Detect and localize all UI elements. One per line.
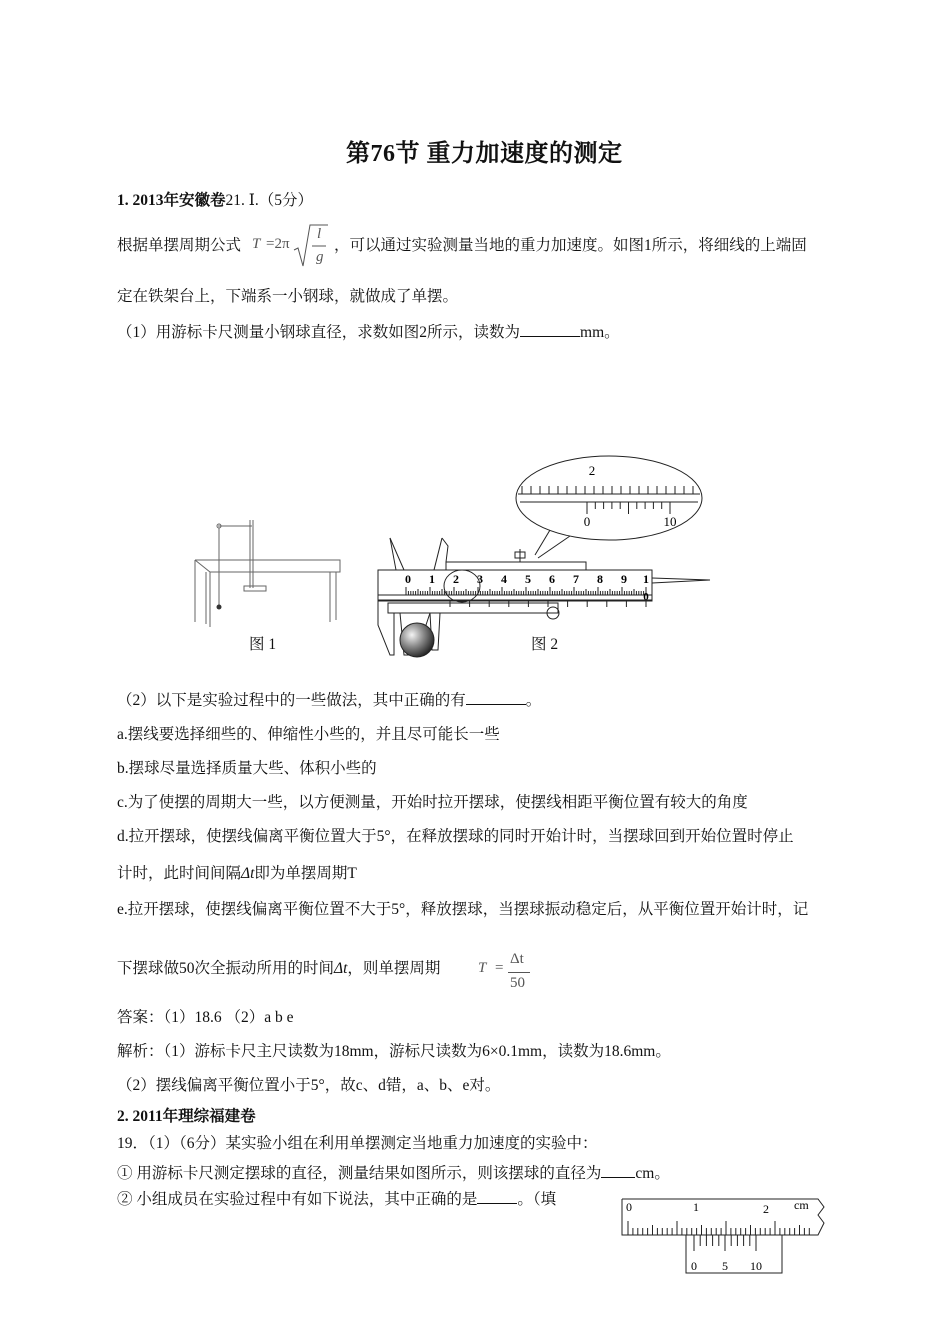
q2-main-label-2: 2 bbox=[763, 1202, 769, 1216]
formula-g: g bbox=[316, 249, 324, 265]
main-tick-6: 6 bbox=[549, 572, 555, 586]
question-2-line3 bbox=[117, 1189, 556, 1210]
question-1-number: 21. Ⅰ.（5分） bbox=[225, 192, 314, 209]
part-2-blank bbox=[466, 690, 526, 705]
option-d-line1: d.拉开摆球，使摆线偏离平衡位置大于5°，在释放摆球的同时开始计时，当摆球回到开始位置时停止 bbox=[117, 828, 794, 845]
option-c: c.为了使摆的周期大一些，以方便测量，开始时拉开摆球，使摆线相距平衡位置有较大的角度 bbox=[117, 794, 748, 811]
option-d-text: 计时，此时间间隔 bbox=[117, 865, 242, 882]
figure-2-label: 图 2 bbox=[531, 636, 559, 653]
part-2-end: 。 bbox=[525, 692, 542, 709]
formula-T: T bbox=[252, 236, 261, 252]
zoom-bottom-label-10: 10 bbox=[663, 514, 677, 529]
intro-text-b: ，可以通过实验测量当地的重力加速度。如图1所示，将细线的上端固 bbox=[334, 237, 807, 254]
intro-text-a: 根据单摆周期公式 bbox=[117, 237, 242, 254]
zoom-top-label: 2 bbox=[588, 463, 596, 478]
q2-line2-text: ① 用游标卡尺测定摆球的直径，测量结果如图所示，则该摆球的直径为 bbox=[117, 1165, 602, 1182]
analysis-1: 解析：（1）游标卡尺主尺读数为18mm，游标尺读数为6×0.1mm，读数为18.6mm。 bbox=[117, 1043, 671, 1060]
main-tick-2: 2 bbox=[453, 572, 459, 586]
q2-vernier-label-10: 10 bbox=[750, 1259, 762, 1273]
q2-main-label-0: 0 bbox=[626, 1200, 632, 1214]
part-2 bbox=[117, 690, 541, 711]
intro-text-c: 定在铁架台上，下端系一小钢球，就做成了单摆。 bbox=[117, 288, 459, 305]
answer: 答案：（1）18.6 （2）a b e bbox=[117, 1009, 294, 1026]
q2-main-label-cm: cm bbox=[794, 1198, 809, 1212]
part-2-text: （2）以下是实验过程中的一些做法，其中正确的有 bbox=[117, 692, 466, 709]
main-tick-8: 8 bbox=[597, 572, 603, 586]
question-2-line2 bbox=[117, 1163, 670, 1184]
question-2-line1: 19．（1）（6分）某实验小组在利用单摆测定当地重力加速度的实验中： bbox=[117, 1135, 598, 1152]
fraction-eq: = bbox=[495, 960, 504, 976]
page-title: 第76节 重力加速度的测定 bbox=[346, 141, 623, 167]
option-e-text: 下摆球做50次全振动所用的时间 bbox=[117, 960, 335, 977]
question-1-heading bbox=[117, 191, 313, 211]
figure-q2-vernier bbox=[618, 1195, 830, 1279]
main-tick-7: 7 bbox=[573, 572, 579, 586]
q2-vernier-label-5: 5 bbox=[722, 1259, 728, 1273]
main-tick-1: 1 bbox=[429, 572, 435, 586]
option-d-line2 bbox=[117, 864, 357, 884]
option-b: b.摆球尽量选择质量大些、体积小些的 bbox=[117, 760, 377, 777]
main-tick-5: 5 bbox=[525, 572, 531, 586]
q2-main-label-1: 1 bbox=[693, 1200, 699, 1214]
option-d-text-b: 即为单摆周期T bbox=[254, 865, 357, 882]
sqrt-sign bbox=[292, 222, 332, 270]
analysis-2: （2）摆线偏离平衡位置小于5°，故c、d错，a、b、e对。 bbox=[117, 1077, 501, 1094]
formula-l: l bbox=[317, 226, 322, 242]
main-tick-9: 9 bbox=[621, 572, 627, 586]
q2-choice-blank bbox=[477, 1189, 517, 1204]
part-1-text: （1）用游标卡尺测量小钢球直径，求数如图2所示，读数为 bbox=[117, 324, 521, 341]
figure-1-label: 图 1 bbox=[249, 636, 277, 653]
question-2-heading: 2. 2011年理综福建卷 bbox=[117, 1108, 256, 1125]
period-formula bbox=[252, 222, 332, 270]
main-tick-3: 3 bbox=[477, 572, 483, 586]
question-1-source: 1. 2013年安徽卷 bbox=[117, 192, 226, 209]
q2-vernier-label-0: 0 bbox=[691, 1259, 697, 1273]
part-1-blank bbox=[520, 322, 580, 337]
option-e-line2 bbox=[117, 959, 440, 979]
fraction-num: Δt bbox=[510, 951, 524, 967]
fraction-T: T bbox=[478, 960, 487, 976]
main-tick-4: 4 bbox=[501, 572, 507, 586]
main-tick-0: 0 bbox=[405, 572, 411, 586]
q2-line3-tail: 。（填 bbox=[517, 1191, 557, 1208]
period-fraction bbox=[478, 948, 538, 996]
zoom-bottom-label-0: 0 bbox=[583, 514, 591, 529]
fraction-line bbox=[508, 972, 530, 973]
q2-line3-text: ② 小组成员在实验过程中有如下说法，其中正确的是 bbox=[117, 1191, 478, 1208]
figure-1-pendulum bbox=[190, 512, 350, 632]
vernier-end-label: 0 bbox=[643, 591, 649, 603]
part-1-unit: mm。 bbox=[580, 324, 620, 341]
formula-eq: =2π bbox=[266, 236, 290, 252]
question-1-intro bbox=[117, 236, 241, 256]
option-e-line1: e.拉开摆球，使摆线偏离平衡位置不大于5°，释放摆球，当摆球振动稳定后，从平衡位置开始计时，记 bbox=[117, 901, 809, 918]
fraction-den: 50 bbox=[510, 975, 525, 991]
part-1 bbox=[117, 322, 620, 343]
q2-line2-unit: cm。 bbox=[635, 1165, 670, 1182]
main-tick-10: 1 bbox=[643, 572, 649, 586]
option-e-dt: Δt bbox=[334, 960, 348, 977]
option-a: a.摆线要选择细些的、伸缩性小些的，并且尽可能长一些 bbox=[117, 726, 500, 743]
option-d-dt: Δt bbox=[241, 865, 255, 882]
option-e-text-b: ，则单摆周期 bbox=[347, 960, 441, 977]
q2-diameter-blank bbox=[601, 1163, 635, 1178]
